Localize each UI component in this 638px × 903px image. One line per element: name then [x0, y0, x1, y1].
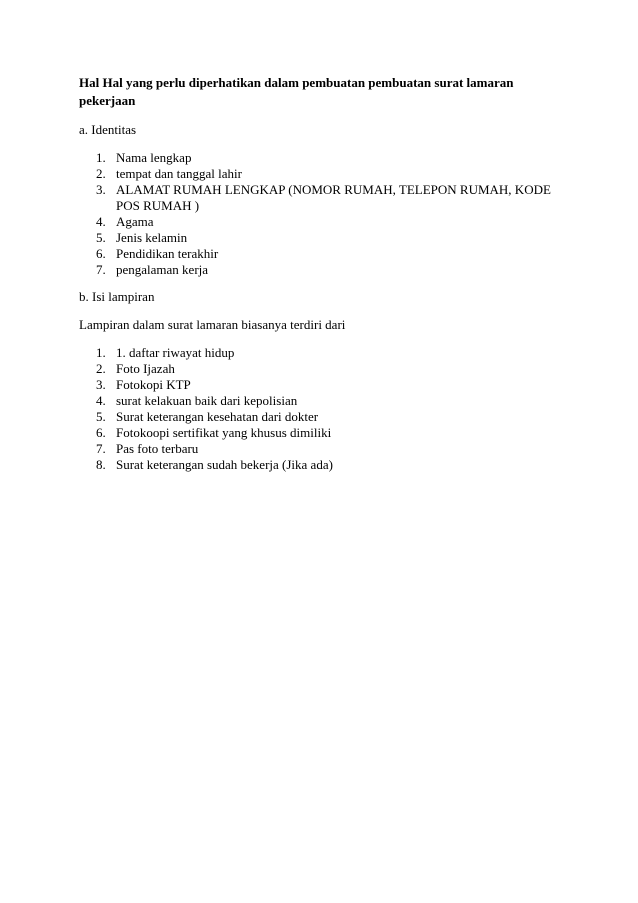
list-item-number: 8.	[96, 457, 106, 472]
section-a-heading: a. Identitas	[79, 122, 137, 137]
list-item-number: 2.	[96, 166, 106, 181]
list-item	[79, 150, 559, 166]
list-item-number: 5.	[96, 409, 106, 424]
list-item-number: 7.	[96, 262, 106, 277]
list-item-text: Agama	[116, 214, 154, 229]
list-item-number: 6.	[96, 425, 106, 440]
list-item	[79, 230, 559, 246]
list-item-number: 3.	[96, 182, 106, 197]
list-item-text: tempat dan tanggal lahir	[116, 166, 242, 181]
list-item-text: Fotokoopi sertifikat yang khusus dimiliki	[116, 425, 332, 440]
list-item	[79, 345, 559, 361]
list-item-number: 4.	[96, 214, 106, 229]
list-item	[79, 361, 559, 377]
list-item-text: Foto Ijazah	[116, 361, 175, 376]
list-item	[79, 262, 559, 278]
list-item-number: 1.	[96, 150, 106, 165]
list-item	[79, 457, 559, 473]
list-item	[79, 377, 559, 393]
list-item	[79, 425, 559, 441]
list-item-text: Fotokopi KTP	[116, 377, 191, 392]
document-title: Hal Hal yang perlu diperhatikan dalam pembuatan pembuatan surat lamaran pekerjaan	[79, 75, 514, 108]
list-item-text: Nama lengkap	[116, 150, 192, 165]
list-item-number: 1.	[96, 345, 106, 360]
list-item-text: Pendidikan terakhir	[116, 246, 219, 261]
list-item-text: Pas foto terbaru	[116, 441, 199, 456]
attachment-intro: Lampiran dalam surat lamaran biasanya terdiri dari	[79, 317, 346, 332]
list-item-number: 6.	[96, 246, 106, 261]
list-item-number: 5.	[96, 230, 106, 245]
list-item-text: Surat keterangan sudah bekerja (Jika ada)	[116, 457, 333, 472]
list-item	[79, 441, 559, 457]
list-item-text: surat kelakuan baik dari kepolisian	[116, 393, 298, 408]
list-item	[79, 246, 559, 262]
list-item-text: 1. daftar riwayat hidup	[116, 345, 235, 360]
list-item	[79, 409, 559, 425]
list-item-text: pengalaman kerja	[116, 262, 209, 277]
list-item	[79, 214, 559, 230]
attachment-list	[79, 345, 559, 473]
list-item-number: 3.	[96, 377, 106, 392]
list-item-number: 2.	[96, 361, 106, 376]
list-item	[79, 393, 559, 409]
list-item-number: 7.	[96, 441, 106, 456]
list-item	[79, 166, 559, 182]
identity-list	[79, 150, 559, 278]
list-item-number: 4.	[96, 393, 106, 408]
list-item-text: Surat keterangan kesehatan dari dokter	[116, 409, 319, 424]
list-item-text: ALAMAT RUMAH LENGKAP (NOMOR RUMAH, TELEPON RUMAH, KODE POS RUMAH )	[116, 182, 551, 213]
section-b-heading: b. Isi lampiran	[79, 289, 155, 304]
list-item-text: Jenis kelamin	[116, 230, 188, 245]
list-item	[79, 182, 559, 214]
